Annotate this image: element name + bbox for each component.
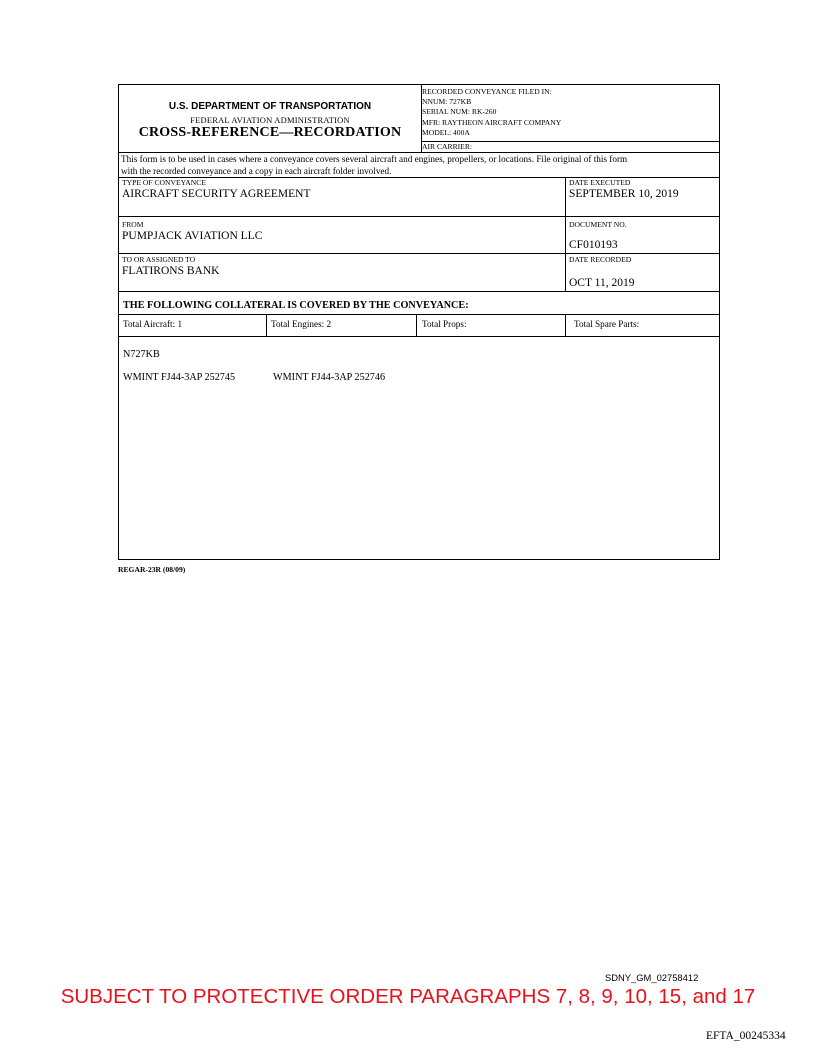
date-executed-label: DATE EXECUTED <box>569 178 631 187</box>
totals-divider <box>416 314 417 336</box>
assigned-to-value: FLATIRONS BANK <box>122 265 220 277</box>
total-engines: Total Engines: 2 <box>271 319 332 329</box>
date-recorded-label: DATE RECORDED <box>569 255 632 264</box>
form-code: REGAR-23R (08/09) <box>118 565 186 574</box>
cross-reference-recordation-form <box>118 84 720 560</box>
recorded-heading: RECORDED CONVEYANCE FILED IN: <box>422 87 552 96</box>
aircraft-registration: N727KB <box>123 349 160 360</box>
rule <box>119 253 719 254</box>
rule <box>119 152 719 153</box>
date-recorded-value: OCT 11, 2019 <box>569 277 635 289</box>
document-no-label: DOCUMENT NO. <box>569 220 627 229</box>
collateral-heading: THE FOLLOWING COLLATERAL IS COVERED BY THE CONVEYANCE: <box>123 300 469 311</box>
rule <box>119 291 719 292</box>
nnum: NNUM: 727KB <box>422 97 472 107</box>
engine-item: WMINT FJ44-3AP 252745 <box>123 372 236 383</box>
type-of-conveyance-label: TYPE OF CONVEYANCE <box>122 178 206 187</box>
rule <box>119 216 719 217</box>
form-title: CROSS-REFERENCE—RECORDATION <box>138 125 402 140</box>
totals-divider <box>266 314 267 336</box>
instructions-line-1: This form is to be used in cases where a conveyance covers several aircraft and engines, propellers, or locations. File original of this form <box>121 154 628 164</box>
engine-item: WMINT FJ44-3AP 252746 <box>273 372 386 383</box>
model: MODEL: 400A <box>422 127 470 137</box>
administration-heading: FEDERAL AVIATION ADMINISTRATION <box>190 115 350 125</box>
rule <box>119 336 719 337</box>
totals-divider <box>565 314 566 336</box>
total-props: Total Props: <box>422 319 467 329</box>
recorded-conveyance-filed-in <box>422 87 561 138</box>
protective-order-notice: SUBJECT TO PROTECTIVE ORDER PARAGRAPHS 7, 8, 9, 10, 15, and 17 <box>60 985 756 1008</box>
type-of-conveyance-value: AIRCRAFT SECURITY AGREEMENT <box>122 188 311 200</box>
serial-num: SERIAL NUM: RK-260 <box>422 107 497 117</box>
from-value: PUMPJACK AVIATION LLC <box>122 230 263 242</box>
total-spare-parts: Total Spare Parts: <box>574 319 640 329</box>
rule <box>119 314 719 315</box>
from-label: FROM <box>122 220 144 229</box>
manufacturer: MFR: RAYTHEON AIRCRAFT COMPANY <box>422 117 562 127</box>
efta-number: EFTA_00245334 <box>706 1030 786 1042</box>
department-heading: U.S. DEPARTMENT OF TRANSPORTATION <box>168 101 372 112</box>
bates-number: SDNY_GM_02758412 <box>605 972 699 983</box>
assigned-to-label: TO OR ASSIGNED TO <box>122 255 196 264</box>
date-executed-value: SEPTEMBER 10, 2019 <box>569 188 679 200</box>
fields-divider <box>565 177 566 291</box>
instructions-line-2: with the recorded conveyance and a copy in each aircraft folder involved. <box>121 165 392 176</box>
total-aircraft: Total Aircraft: 1 <box>123 319 183 329</box>
document-no-value: CF010193 <box>569 239 618 251</box>
air-carrier: AIR CARRIER: <box>422 142 472 151</box>
instructions <box>121 154 719 177</box>
